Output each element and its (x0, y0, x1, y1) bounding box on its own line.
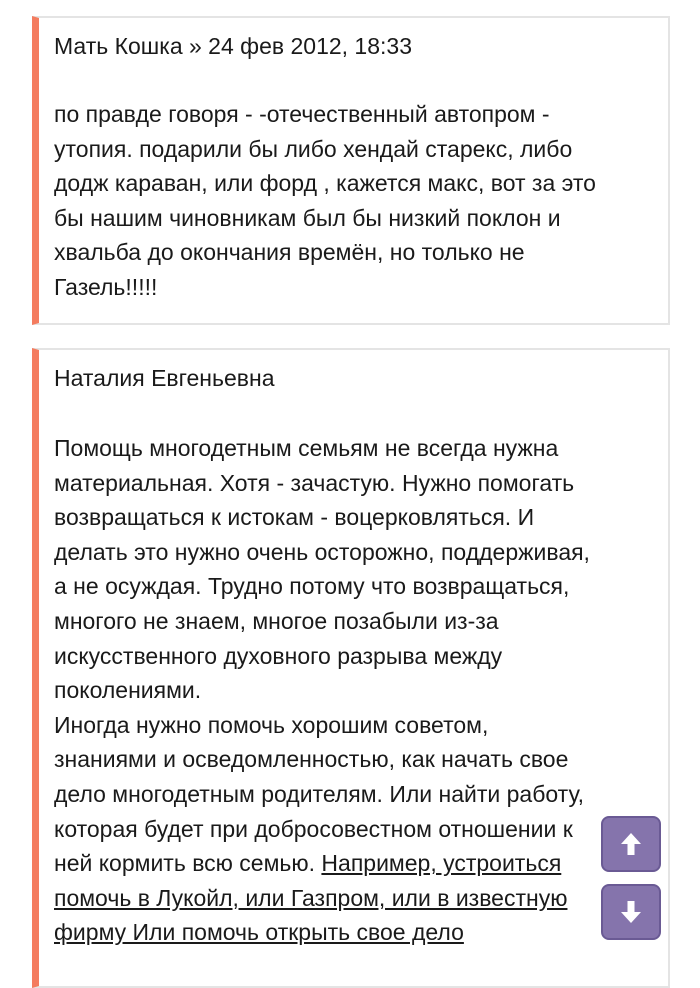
comment-quote (32, 16, 670, 325)
comment-body: Помощь многодетным семьям не всегда нужна материальная. Хотя - зачастую. Нужно помогать возвращаться к истокам - воцерковляться. И делать это нужно очень осторожно, поддерживая, а не осуждая. Трудно потому что возвращаться, многого не знаем, многое позабыли из-за искусственного духовного разрыва между поколениями. Иногда нужно помочь хорошим советом, знаниями и осведомленностью, как начать свое дело многодетным родителям. Или найти работу, которая будет при добросовестном отношении к ней кормить всю семью. (54, 435, 590, 877)
comment-text: по правде говоря - -отечественный автопром - утопия. подарили бы либо хендай старекс, либо додж караван, или форд , кажется макс, вот за это бы нашим чиновникам был бы низкий поклон и хвальба до окончания времён, но только не Газель!!!!! (54, 101, 596, 300)
comment-author: Наталия Евгеньевна (54, 365, 275, 391)
comment-author: Мать Кошка » 24 фев 2012, 18:33 (54, 33, 412, 59)
arrow-down-icon (619, 899, 643, 925)
scroll-up-button[interactable] (601, 816, 661, 872)
comment-link[interactable]: Например, устроиться помочь в Лукойл, или Газпром, или в известную фирму Или помочь открыть свое дело (54, 850, 568, 946)
scroll-down-button[interactable] (601, 884, 661, 940)
comment-text (54, 431, 650, 950)
comment-quote (32, 348, 670, 988)
arrow-up-icon (619, 831, 643, 857)
